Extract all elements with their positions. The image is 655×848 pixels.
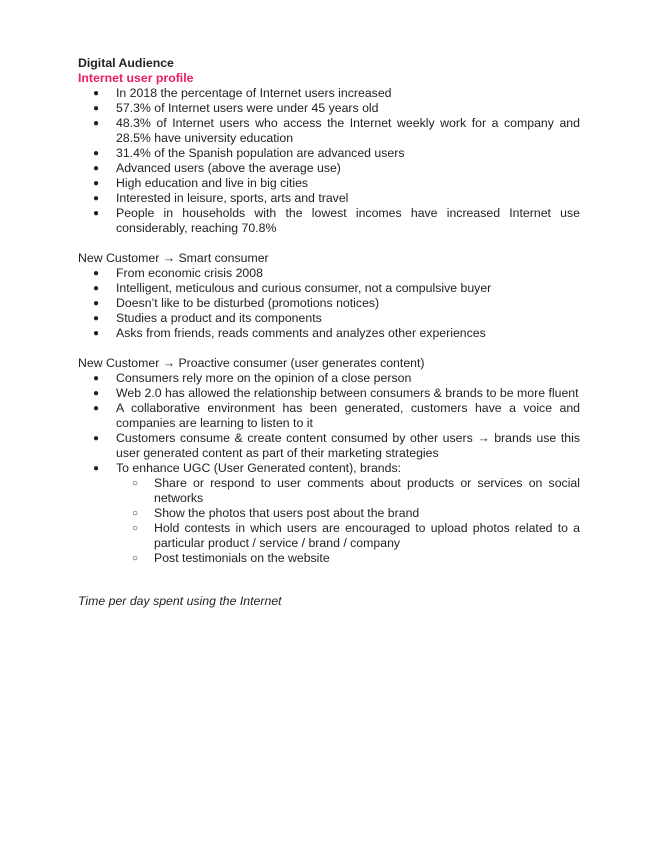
document-page [78, 56, 580, 609]
list-item-text: To enhance UGC (User Generated content), brands: [116, 461, 402, 475]
smart-consumer-list [78, 266, 580, 341]
profile-list [78, 86, 580, 236]
list-item: ● In 2018 the percentage of Internet users increased [116, 86, 580, 101]
proactive-consumer-list [78, 371, 580, 566]
list-item: ● From economic crisis 2008 [116, 266, 580, 281]
sub-list-item: ○ Show the photos that users post about the brand [154, 506, 580, 521]
list-item: ● Advanced users (above the average use) [116, 161, 580, 176]
section-title: Internet user profile [78, 71, 194, 85]
list-item: ● Intelligent, meticulous and curious consumer, not a compulsive buyer [116, 281, 580, 296]
list-item [116, 461, 580, 566]
list-item: ● High education and live in big cities [116, 176, 580, 191]
list-item: ● Web 2.0 has allowed the relationship between consumers & brands to be more fluent [116, 386, 580, 401]
ugc-sublist [116, 476, 580, 566]
proactive-consumer-heading: New Customer → Proactive consumer (user generates content) [78, 356, 425, 370]
list-item: ● Customers consume & create content consumed by other users → brands use this user generated content as part of their marketing strategies [116, 431, 580, 461]
list-item: ● 57.3% of Internet users were under 45 years old [116, 101, 580, 116]
list-item: ● People in households with the lowest incomes have increased Internet use considerably, reaching 70.8% [116, 206, 580, 236]
list-item: ● A collaborative environment has been generated, customers have a voice and companies are learning to listen to it [116, 401, 580, 431]
list-item: ● Interested in leisure, sports, arts and travel [116, 191, 580, 206]
smart-consumer-heading: New Customer → Smart consumer [78, 251, 269, 265]
list-item: ● 31.4% of the Spanish population are advanced users [116, 146, 580, 161]
list-item: ● Studies a product and its components [116, 311, 580, 326]
list-item: ● 48.3% of Internet users who access the Internet weekly work for a company and 28.5% have university education [116, 116, 580, 146]
list-item: ● Asks from friends, reads comments and analyzes other experiences [116, 326, 580, 341]
list-item: ● Doesn’t like to be disturbed (promotions notices) [116, 296, 580, 311]
sub-list-item: ○ Post testimonials on the website [154, 551, 580, 566]
sub-list-item: ○ Hold contests in which users are encouraged to upload photos related to a particular product / service / brand / company [154, 521, 580, 551]
list-item: ● Consumers rely more on the opinion of a close person [116, 371, 580, 386]
page-title: Digital Audience [78, 56, 174, 70]
sub-list-item: ○ Share or respond to user comments about products or services on social networks [154, 476, 580, 506]
figure-caption: Time per day spent using the Internet [78, 594, 282, 608]
